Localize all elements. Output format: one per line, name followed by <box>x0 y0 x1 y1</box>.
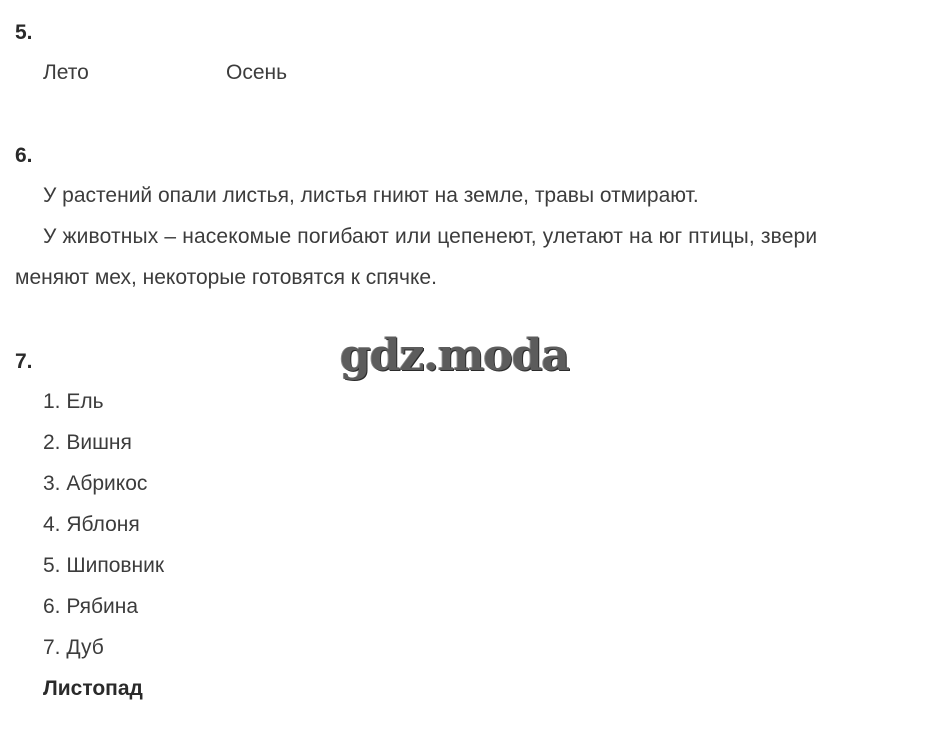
section-5-col-summer: Лето <box>43 61 89 84</box>
list-item: 3. Абрикос <box>43 472 148 495</box>
list-item: 4. Яблоня <box>43 513 140 536</box>
list-item: 2. Вишня <box>43 431 132 454</box>
section-6-line-2: У животных – насекомые погибают или цепенеют, улетают на юг птицы, звери <box>43 225 818 248</box>
section-6-number: 6. <box>15 144 33 167</box>
list-item: 1. Ель <box>43 390 104 413</box>
section-6-line-3: меняют мех, некоторые готовятся к спячке. <box>15 266 437 289</box>
list-item: 7. Дуб <box>43 636 104 659</box>
watermark-logo: gdz.moda <box>340 330 570 381</box>
list-item: 6. Рябина <box>43 595 139 618</box>
section-6-line-1: У растений опали листья, листья гниют на земле, травы отмирают. <box>43 184 699 207</box>
section-5-col-autumn: Осень <box>226 61 288 84</box>
section-5-number: 5. <box>15 21 33 44</box>
list-item: 5. Шиповник <box>43 554 165 577</box>
section-7-number: 7. <box>15 350 33 373</box>
section-7-answer: Листопад <box>43 677 143 700</box>
